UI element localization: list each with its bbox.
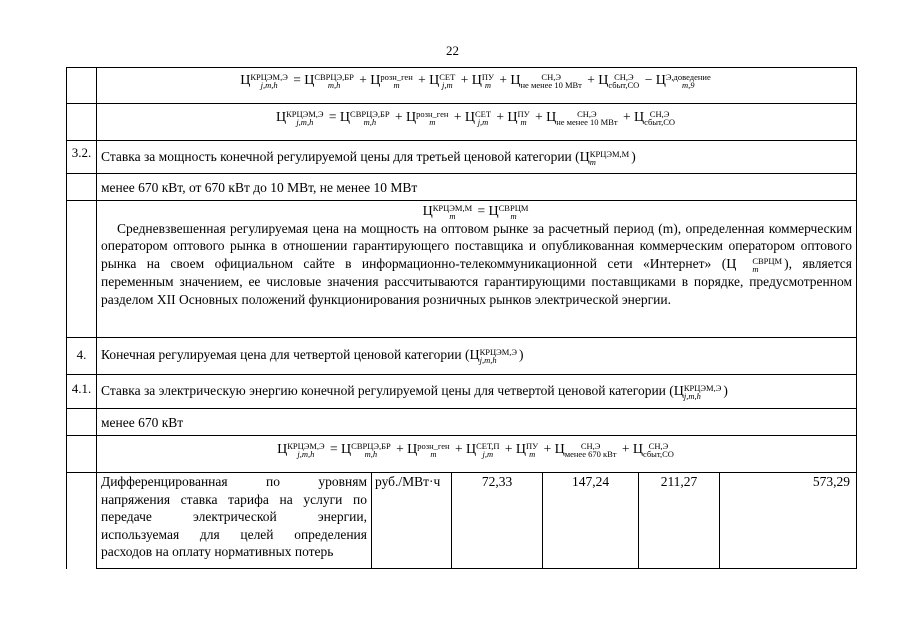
subheading-row — [67, 409, 857, 436]
section-title: Конечная регулируемая цена для четвертой ценовой категории (Ц КРЦЭМ,Э j,m,h ) — [97, 338, 857, 375]
tariff-row-cell — [97, 473, 857, 569]
row-number-empty — [67, 104, 97, 141]
tariff-value-1: 72,33 — [452, 473, 543, 568]
capacity-ranges: менее 670 кВт, от 670 кВт до 10 МВт, не менее 10 МВт — [97, 174, 857, 201]
formula-4: Ц КРЦЭМ,Э j,m,h = Ц СВРЦЭ,БР m,h + Ц розн_ген m + Ц СЕТ,П j,m + Ц ПУ m + Ц СН,Э менее 670 кВт + Ц СН,Э сбыт,СО — [97, 436, 857, 473]
tariff-unit: руб./МВт·ч — [372, 473, 452, 568]
tariff-description: Дифференцированная по уровням напряжения ставка тарифа на услуги по передаче электрической энергии, используемая для целей определения расходов на оплату нормативных потерь — [97, 473, 372, 568]
tariff-value-2: 147,24 — [543, 473, 639, 568]
tariff-row — [67, 473, 857, 569]
section-number: 4.1. — [67, 375, 97, 409]
avg-price-paragraph: Средневзвешенная регулируемая цена на мощность на оптовом рынке за расчетный период (m), определенная коммерческим оператором оптового рынка в отношении гарантирующего поставщика и опубликованная коммерческим оператором оптового рынка на своем официальном сайте в информационно-телекоммуникационной сети «Интернет» (Ц СВРЦМ m ), является переменным значением, ее числовые значения рассчитываются гарантирующими поставщиками в порядке, предусмотренном разделом XII Основных положений функционирования розничных рынков электрической энергии. — [101, 221, 852, 307]
section-number: 3.2. — [67, 141, 97, 174]
row-number-empty — [67, 409, 97, 436]
page-number: 22 — [446, 43, 459, 58]
formula-1: Ц КРЦЭМ,Э j,m,h = Ц СВРЦЭ,БР m,h + Ц розн_ген m + Ц СЕТ j,m + Ц ПУ m + Ц СН,Э не менее 10 МВт + Ц СН,Э сбыт,СО − Ц Э,доведение m,9 — [97, 68, 857, 104]
avg-price-row — [67, 201, 857, 338]
tariff-value-4: 573,29 — [720, 473, 857, 568]
formula-2: Ц КРЦЭМ,Э j,m,h = Ц СВРЦЭ,БР m,h + Ц розн_ген m + Ц СЕТ j,m + Ц ПУ m + Ц СН,Э не менее 10 МВт + Ц СН,Э сбыт,СО — [97, 104, 857, 141]
formula-row-1 — [67, 68, 857, 104]
row-number-empty — [67, 68, 97, 104]
section-title: Ставка за электрическую энергию конечной регулируемой цены для четвертой ценовой категории (Ц КРЦЭМ,Э j,m,h ) — [97, 375, 857, 409]
row-number-empty — [67, 473, 97, 569]
section-number: 4. — [67, 338, 97, 375]
formula-3: Ц КРЦЭМ,М m = Ц СВРЦМ m — [422, 202, 529, 221]
row-number-empty — [67, 201, 97, 338]
subheading-row — [67, 174, 857, 201]
tariff-value-3: 211,27 — [639, 473, 720, 568]
section-4-row — [67, 338, 857, 375]
capacity-range: менее 670 кВт — [97, 409, 857, 436]
section-title: Ставка за мощность конечной регулируемой цены для третьей ценовой категории (Ц КРЦЭМ,М m ) — [97, 141, 857, 174]
tariff-document-table — [66, 67, 857, 569]
formula-row-4 — [67, 436, 857, 473]
row-number-empty — [67, 436, 97, 473]
formula-row-2 — [67, 104, 857, 141]
section-4-1-row — [67, 375, 857, 409]
avg-price-cell — [97, 201, 857, 338]
row-number-empty — [67, 174, 97, 201]
section-3-2-row — [67, 141, 857, 174]
